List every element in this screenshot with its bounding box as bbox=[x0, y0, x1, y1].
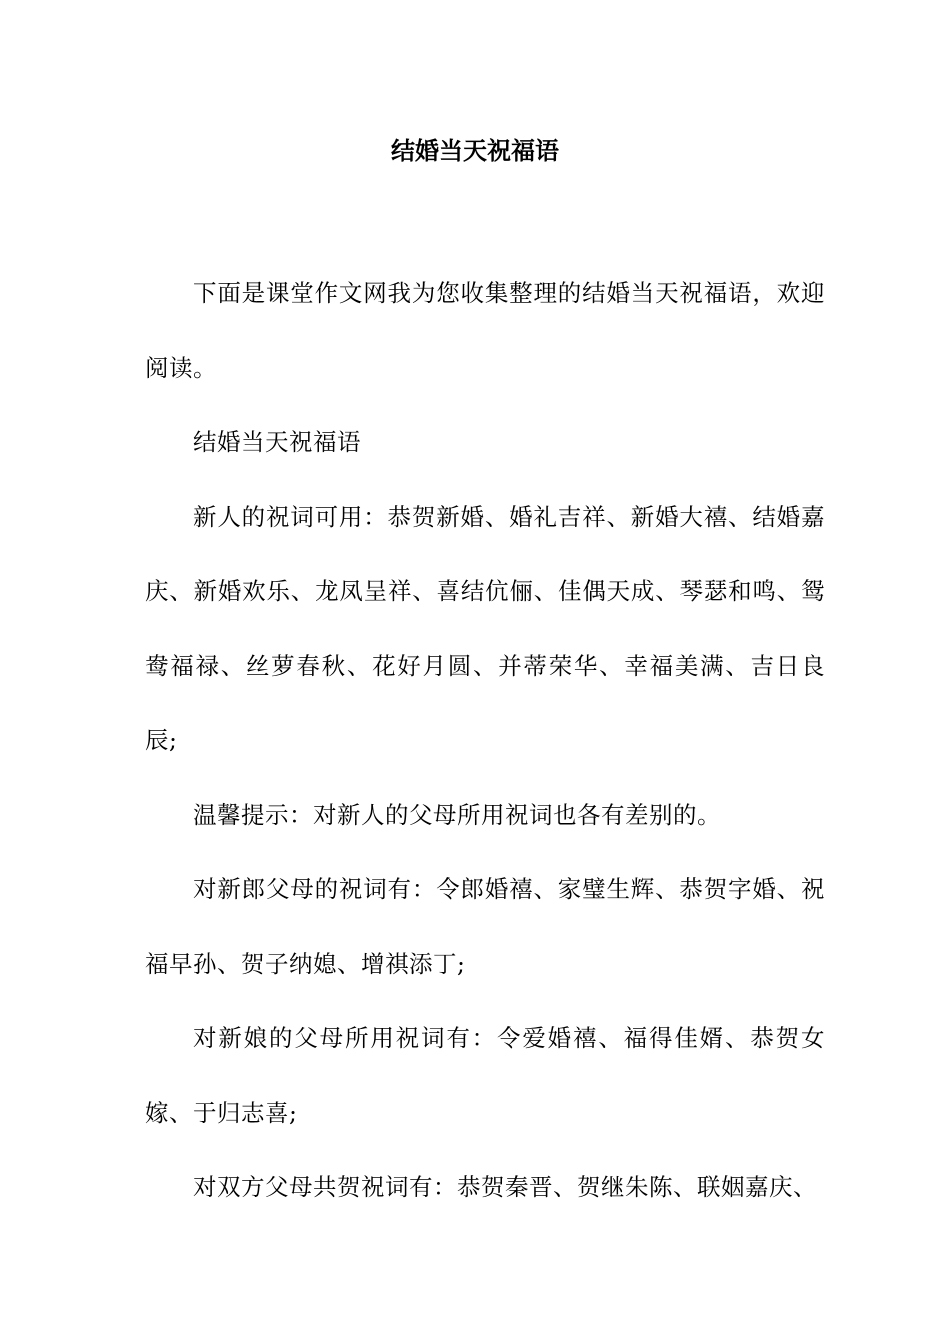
paragraph-newlywed-blessings: 新人的祝词可用：恭贺新婚、婚礼吉祥、新婚大禧、结婚嘉庆、新婚欢乐、龙凤呈祥、喜结伉俪、佳偶天成、琴瑟和鸣、鸳鸯福禄、丝萝春秋、花好月圆、并蒂荣华、幸福美满、吉日良辰; bbox=[145, 502, 825, 754]
paragraph-tip: 温馨提示：对新人的父母所用祝词也各有差别的。 bbox=[193, 800, 721, 829]
paragraph-bride-parents: 对新娘的父母所用祝词有：令爱婚禧、福得佳婿、恭贺女嫁、于归志喜; bbox=[145, 1024, 825, 1127]
document-title: 结婚当天祝福语 bbox=[391, 136, 559, 165]
paragraph-subheading: 结婚当天祝福语 bbox=[193, 428, 361, 456]
paragraph-both-parents: 对双方父母共贺祝词有：恭贺秦晋、贺继朱陈、联姻嘉庆、 bbox=[193, 1173, 817, 1201]
document-body bbox=[145, 256, 825, 1225]
paragraph-groom-parents: 对新郎父母的祝词有：令郎婚禧、家璧生辉、恭贺字婚、祝福早孙、贺子纳媳、增祺添丁; bbox=[145, 875, 825, 978]
paragraph-intro: 下面是课堂作文网我为您收集整理的结婚当天祝福语，欢迎阅读。 bbox=[145, 279, 825, 382]
